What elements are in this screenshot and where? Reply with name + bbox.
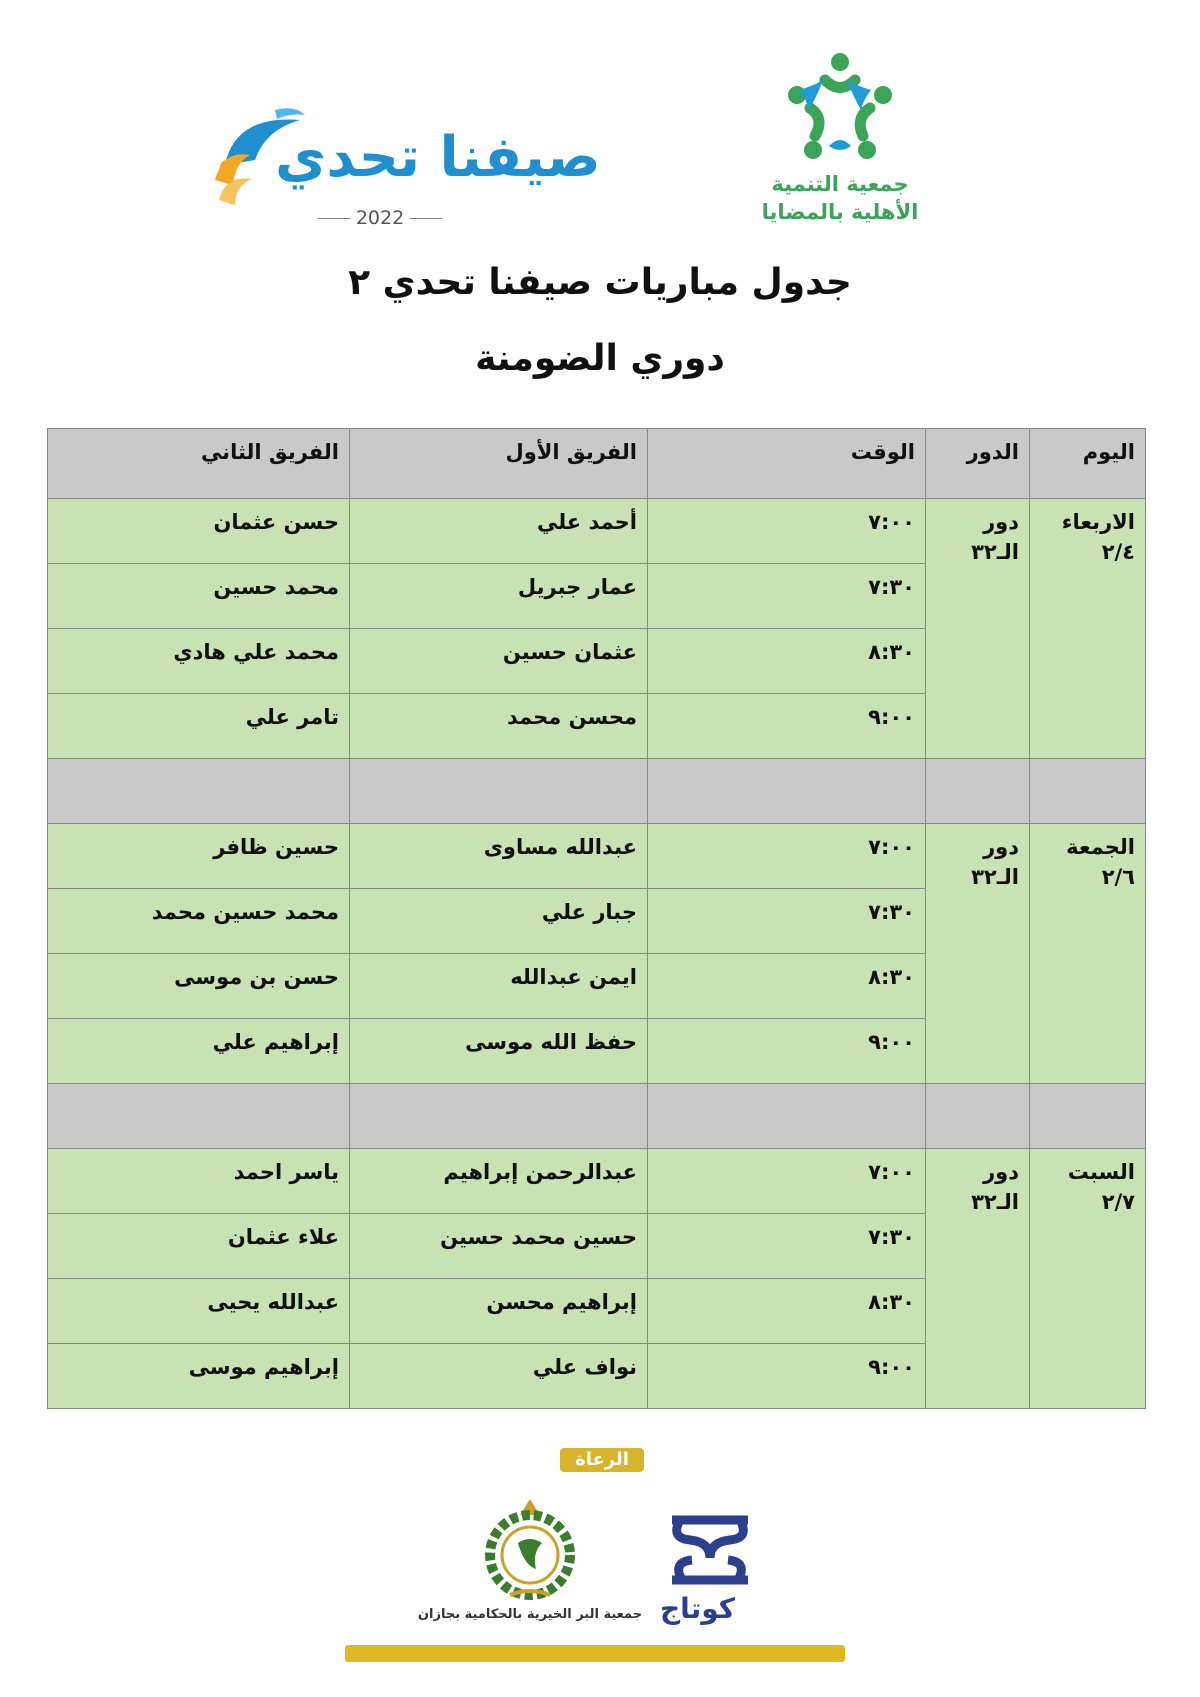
header-round: الدور — [926, 429, 1030, 499]
team2-cell: إبراهيم علي — [48, 1019, 350, 1084]
team1-cell: حفظ الله موسى — [350, 1019, 648, 1084]
header-team1: الفريق الأول — [350, 429, 648, 499]
event-year: 2022 — [310, 207, 450, 229]
sponsor-kotaj — [650, 1510, 760, 1630]
team1-cell: ايمن عبدالله — [350, 954, 648, 1019]
team2-cell: حسن عثمان — [48, 499, 350, 564]
association-name-line1: جمعية التنمية — [771, 172, 909, 196]
day-date: ٢/٦ — [1101, 865, 1135, 889]
time-cell: ٨:٣٠ — [648, 1279, 926, 1344]
wreath-emblem-icon — [470, 1495, 590, 1605]
team2-cell: عبدالله يحيى — [48, 1279, 350, 1344]
schedule-table — [47, 428, 1146, 1409]
round-cell: دور الـ٣٢ — [926, 1149, 1030, 1409]
time-cell: ٨:٣٠ — [648, 954, 926, 1019]
team1-cell: أحمد علي — [350, 499, 648, 564]
time-cell: ٧:٣٠ — [648, 889, 926, 954]
team1-cell: عبدالله مساوى — [350, 824, 648, 889]
day-cell — [1030, 499, 1146, 759]
time-cell: ٩:٠٠ — [648, 1019, 926, 1084]
team1-cell: عثمان حسين — [350, 629, 648, 694]
time-cell: ٧:٣٠ — [648, 1214, 926, 1279]
footer-gold-bar — [345, 1645, 845, 1662]
table-row — [48, 1149, 1146, 1214]
day-cell — [1030, 1149, 1146, 1409]
day-name: الجمعة — [1066, 835, 1135, 859]
team1-cell: عبدالرحمن إبراهيم — [350, 1149, 648, 1214]
time-cell: ٧:٠٠ — [648, 499, 926, 564]
event-logo — [205, 105, 601, 235]
association-logo — [755, 50, 925, 240]
team2-cell: ياسر احمد — [48, 1149, 350, 1214]
day-name: الاربعاء — [1061, 510, 1135, 534]
team1-cell: نواف علي — [350, 1344, 648, 1409]
page-title: جدول مباريات صيفنا تحدي ٢ — [348, 262, 852, 303]
kotaj-name: كوتاج — [660, 1592, 736, 1625]
team2-cell: حسن بن موسى — [48, 954, 350, 1019]
sponsor-birr — [405, 1495, 655, 1645]
header-time: الوقت — [648, 429, 926, 499]
table-header-row — [48, 429, 1146, 499]
time-cell: ٧:٠٠ — [648, 824, 926, 889]
separator-row — [48, 1084, 1146, 1149]
team1-cell: إبراهيم محسن — [350, 1279, 648, 1344]
association-name-line2: الأهلية بالمضايا — [761, 200, 919, 224]
day-name: السبت — [1067, 1160, 1135, 1184]
day-date: ٢/٤ — [1101, 540, 1135, 564]
round-cell: دور الـ٣٢ — [926, 824, 1030, 1084]
page-subtitle: دوري الضومنة — [475, 338, 725, 379]
round-cell: دور الـ٣٢ — [926, 499, 1030, 759]
team2-cell: محمد علي هادي — [48, 629, 350, 694]
team1-cell: محسن محمد — [350, 694, 648, 759]
team2-cell: إبراهيم موسى — [48, 1344, 350, 1409]
time-cell: ٧:٠٠ — [648, 1149, 926, 1214]
schedule-table-wrapper — [48, 428, 1146, 1409]
table-row — [48, 499, 1146, 564]
kotaj-logo-icon — [660, 1510, 760, 1595]
event-name: صيفنا تحدي — [275, 125, 601, 190]
team2-cell: علاء عثمان — [48, 1214, 350, 1279]
team2-cell: تامر علي — [48, 694, 350, 759]
day-cell — [1030, 824, 1146, 1084]
header-day: اليوم — [1030, 429, 1146, 499]
people-star-icon — [785, 50, 895, 170]
time-cell: ٩:٠٠ — [648, 694, 926, 759]
time-cell: ٩:٠٠ — [648, 1344, 926, 1409]
team1-cell: جبار علي — [350, 889, 648, 954]
time-cell: ٨:٣٠ — [648, 629, 926, 694]
time-cell: ٧:٣٠ — [648, 564, 926, 629]
team2-cell: محمد حسين محمد — [48, 889, 350, 954]
birr-name: جمعية البر الخيرية بالحكامية بجازان — [417, 1607, 643, 1622]
day-date: ٢/٧ — [1101, 1190, 1135, 1214]
sponsors-label: الرعاة — [560, 1448, 644, 1472]
table-row — [48, 824, 1146, 889]
separator-row — [48, 759, 1146, 824]
team2-cell: محمد حسين — [48, 564, 350, 629]
team1-cell: حسين محمد حسين — [350, 1214, 648, 1279]
team2-cell: حسين ظافر — [48, 824, 350, 889]
header-team2: الفريق الثاني — [48, 429, 350, 499]
team1-cell: عمار جبريل — [350, 564, 648, 629]
